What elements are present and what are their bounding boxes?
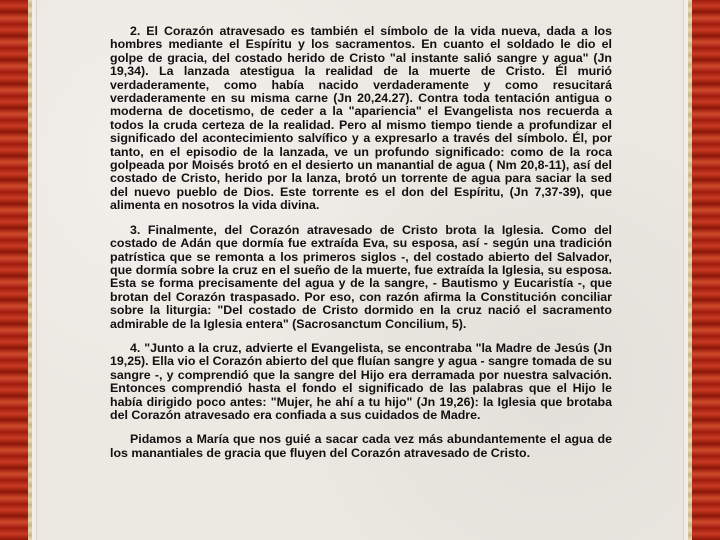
paragraph-2: 2. El Corazón atravesado es también el símbolo de la vida nueva, dada a los hombres mediante el Espíritu y los sacramentos. En cuanto el soldado le dio el golpe de gracia, del costado herido de Cristo "al instante salió sangre y agua" (Jn 19,34). La lanzada atestigua la realidad de la muerte de Cristo. Él murió verdaderamente, como había nacido verdaderamente y como resucitará verdaderamente en su misma carne (Jn 20,24.27). Contra toda tentación antigua o moderna de docetismo, de ceder a la "apariencia" el Evangelista nos recuerda a todos la cruda certeza de la realidad. Pero al mismo tiempo tiende a profundizar el significado del acontecimiento salvífico y a expresarlo a través del símbolo. Él, por tanto, en el episodio de la lanzada, ve un profundo significado: como de la roca golpeada por Moisés brotó en el desierto un manantial de agua ( Nm 20,8-11), así del costado de Cristo, herido por la lanza, brotó un torrente de agua para saciar la sed del nuevo pueblo de Dios. Este torrente es el don del Espíritu, (Jn 7,37-39), que alimenta en nosotros la vida divina.: [110, 24, 612, 213]
paragraph-3: 3. Finalmente, del Corazón atravesado de Cristo brota la Iglesia. Como del costado de Adán que dormía fue extraída Eva, su esposa, así - según una tradición patrística que se remonta a los primeros siglos -, del costado abierto del Salvador, que dormía sobre la cruz en el sueño de la muerte, fue extraída la Iglesia, su esposa. Esta se forma precisamente del agua y de la sangre, - Bautismo y Eucaristía -, que brotan del Corazón traspasado. Por eso, con razón afirma la Constitución conciliar sobre la liturgia: "Del costado de Cristo dormido en la cruz nació el sacramento admirable de la Iglesia entera" (Sacrosanctum Concilium, 5).: [110, 222, 612, 331]
paragraph-closing: Pidamos a María que nos guié a sacar cada vez más abundantemente el agua de los manantiales de gracia que fluyen del Corazón atravesado de Cristo.: [110, 432, 612, 460]
document-body: [110, 25, 612, 471]
paragraph-4: 4. "Junto a la cruz, advierte el Evangelista, se encontraba "la Madre de Jesús (Jn 19,25). Ella vio el Corazón abierto del que fluían sangre y agua - sangre tomada de su sangre -, y comprendió que la sangre del Hijo era derramada por nuestra salvación. Entonces comprendió hasta el fondo el significado de las palabras que el Hijo le había dirigido poco antes: "Mujer, he ahí a tu hijo" (Jn 19,26): la Iglesia que brotaba del Corazón atravesado era confiada a sus cuidados de Madre.: [110, 340, 612, 422]
decorative-border-right: [692, 0, 720, 540]
decorative-border-left: [0, 0, 28, 540]
